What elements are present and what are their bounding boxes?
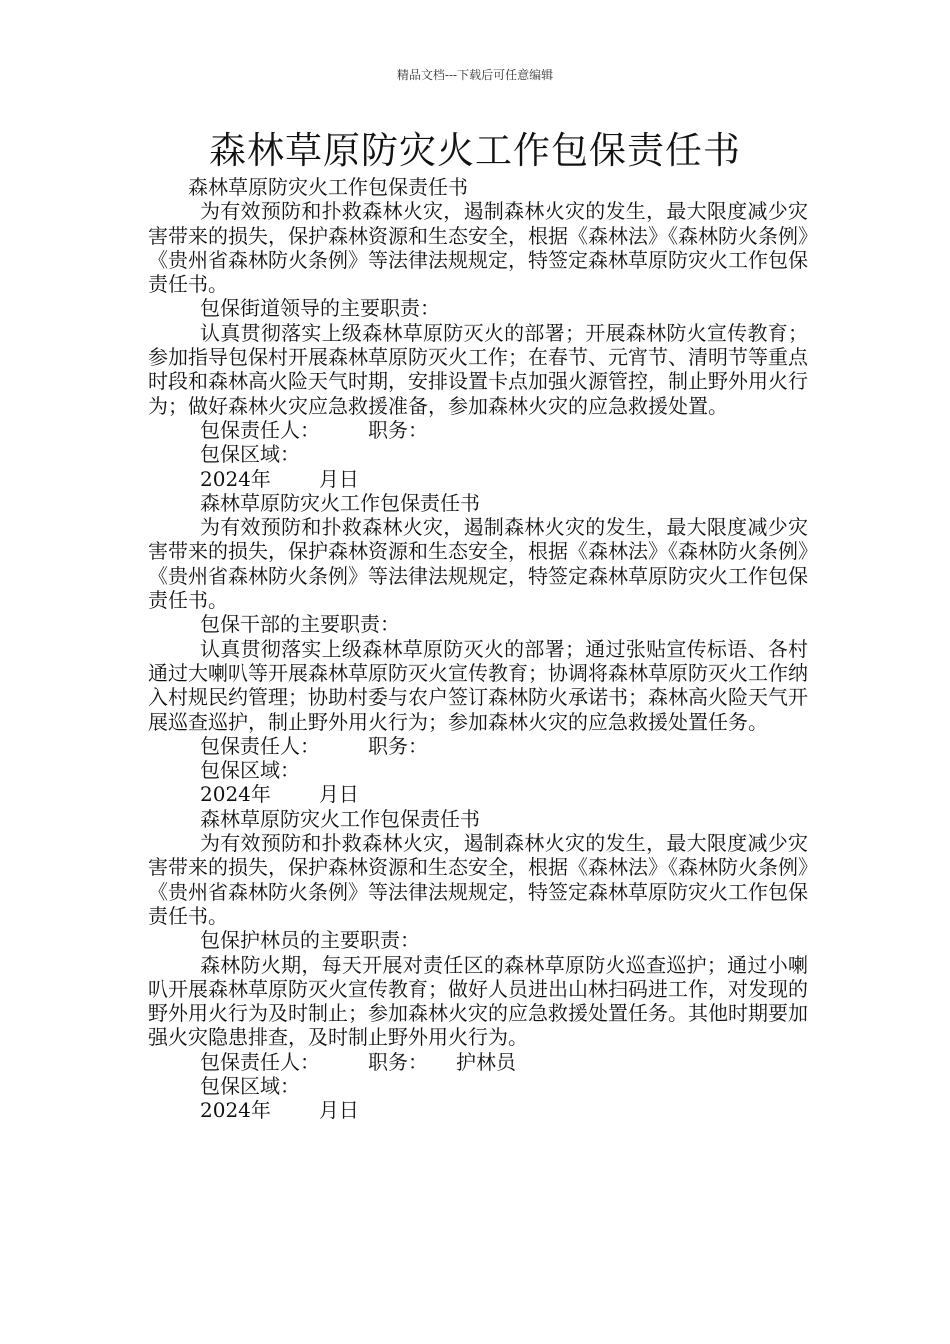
- section-cadre: [148, 491, 808, 807]
- area-line: 包保区域：: [200, 442, 300, 467]
- document-title: 森林草原防灾火工作包保责任书: [209, 129, 741, 172]
- responsible-person-line: [148, 1050, 808, 1074]
- date-month-day: 月日: [318, 1098, 359, 1123]
- duty-heading: 包保护林员的主要职责：: [200, 928, 420, 953]
- section-street-leader: [148, 175, 808, 491]
- page-header: 精品文档---下载后可任意编辑: [396, 68, 554, 82]
- duty-paragraph: 认真贯彻落实上级森林草原防灭火的部署；通过张贴宣传标语、各村通过大喇叭等开展森林草原防灭火宣传教育；协调将森林草原防灭火工作纳入村规民约管理；协助村委与农户签订森林防火承诺书；森林高火险天气开展巡查巡护，制止野外用火行为；参加森林火灾的应急救援处置任务。: [148, 636, 808, 734]
- duty-heading: 包保干部的主要职责：: [200, 612, 400, 637]
- intro-paragraph: 为有效预防和扑救森林火灾，遏制森林火灾的发生，最大限度减少灾害带来的损失，保护森林资源和生态安全，根据《森林法》《森林防火条例》《贵州省森林防火条例》等法律法规规定，特签定森林草原防灾火工作包保责任书。: [148, 515, 808, 613]
- position-label: 职务：: [368, 1049, 428, 1074]
- section-subtitle: 森林草原防灾火工作包保责任书: [200, 806, 480, 831]
- person-label: 包保责任人：: [200, 1049, 320, 1074]
- duty-paragraph: 森林防火期，每天开展对责任区的森林草原防火巡查巡护；通过小喇叭开展森林草原防灭火宣传教育；做好人员进出山林扫码进工作，对发现的野外用火行为及时制止；参加森林火灾的应急救援处置任务。其他时期要加强火灾隐患排查，及时制止野外用火行为。: [148, 952, 808, 1050]
- responsible-person-line: [148, 418, 808, 442]
- intro-paragraph: 为有效预防和扑救森林火灾，遏制森林火灾的发生，最大限度减少灾害带来的损失，保护森林资源和生态安全，根据《森林法》《森林防火条例》《贵州省森林防火条例》等法律法规规定，特签定森林草原防灾火工作包保责任书。: [148, 199, 808, 297]
- position-label: 职务：: [368, 733, 428, 758]
- date-year: 2024年: [200, 782, 271, 807]
- document-body: [148, 175, 808, 1123]
- date-month-day: 月日: [318, 782, 359, 807]
- section-forest-ranger: [148, 807, 808, 1123]
- area-line: 包保区域：: [200, 758, 300, 783]
- date-year: 2024年: [200, 1098, 271, 1123]
- area-line: 包保区域：: [200, 1073, 300, 1098]
- date-month-day: 月日: [318, 466, 359, 491]
- section-subtitle: 森林草原防灾火工作包保责任书: [188, 175, 468, 199]
- duty-heading: 包保街道领导的主要职责：: [200, 296, 440, 321]
- person-label: 包保责任人：: [200, 733, 320, 758]
- date-line: [148, 467, 808, 491]
- date-year: 2024年: [200, 466, 271, 491]
- position-value: 护林员: [456, 1049, 516, 1074]
- position-label: 职务：: [368, 417, 428, 442]
- duty-paragraph: 认真贯彻落实上级森林草原防灭火的部署；开展森林防火宣传教育；参加指导包保村开展森林草原防灭火工作；在春节、元宵节、清明节等重点时段和森林高火险天气时期，安排设置卡点加强火源管控，制止野外用火行为；做好森林火灾应急救援准备，参加森林火灾的应急救援处置。: [148, 320, 808, 418]
- date-line: [148, 782, 808, 806]
- intro-paragraph: 为有效预防和扑救森林火灾，遏制森林火灾的发生，最大限度减少灾害带来的损失，保护森林资源和生态安全，根据《森林法》《森林防火条例》《贵州省森林防火条例》等法律法规规定，特签定森林草原防灾火工作包保责任书。: [148, 831, 808, 928]
- section-subtitle: 森林草原防灾火工作包保责任书: [200, 490, 480, 515]
- responsible-person-line: [148, 734, 808, 758]
- date-line: [148, 1098, 808, 1122]
- person-label: 包保责任人：: [200, 417, 320, 442]
